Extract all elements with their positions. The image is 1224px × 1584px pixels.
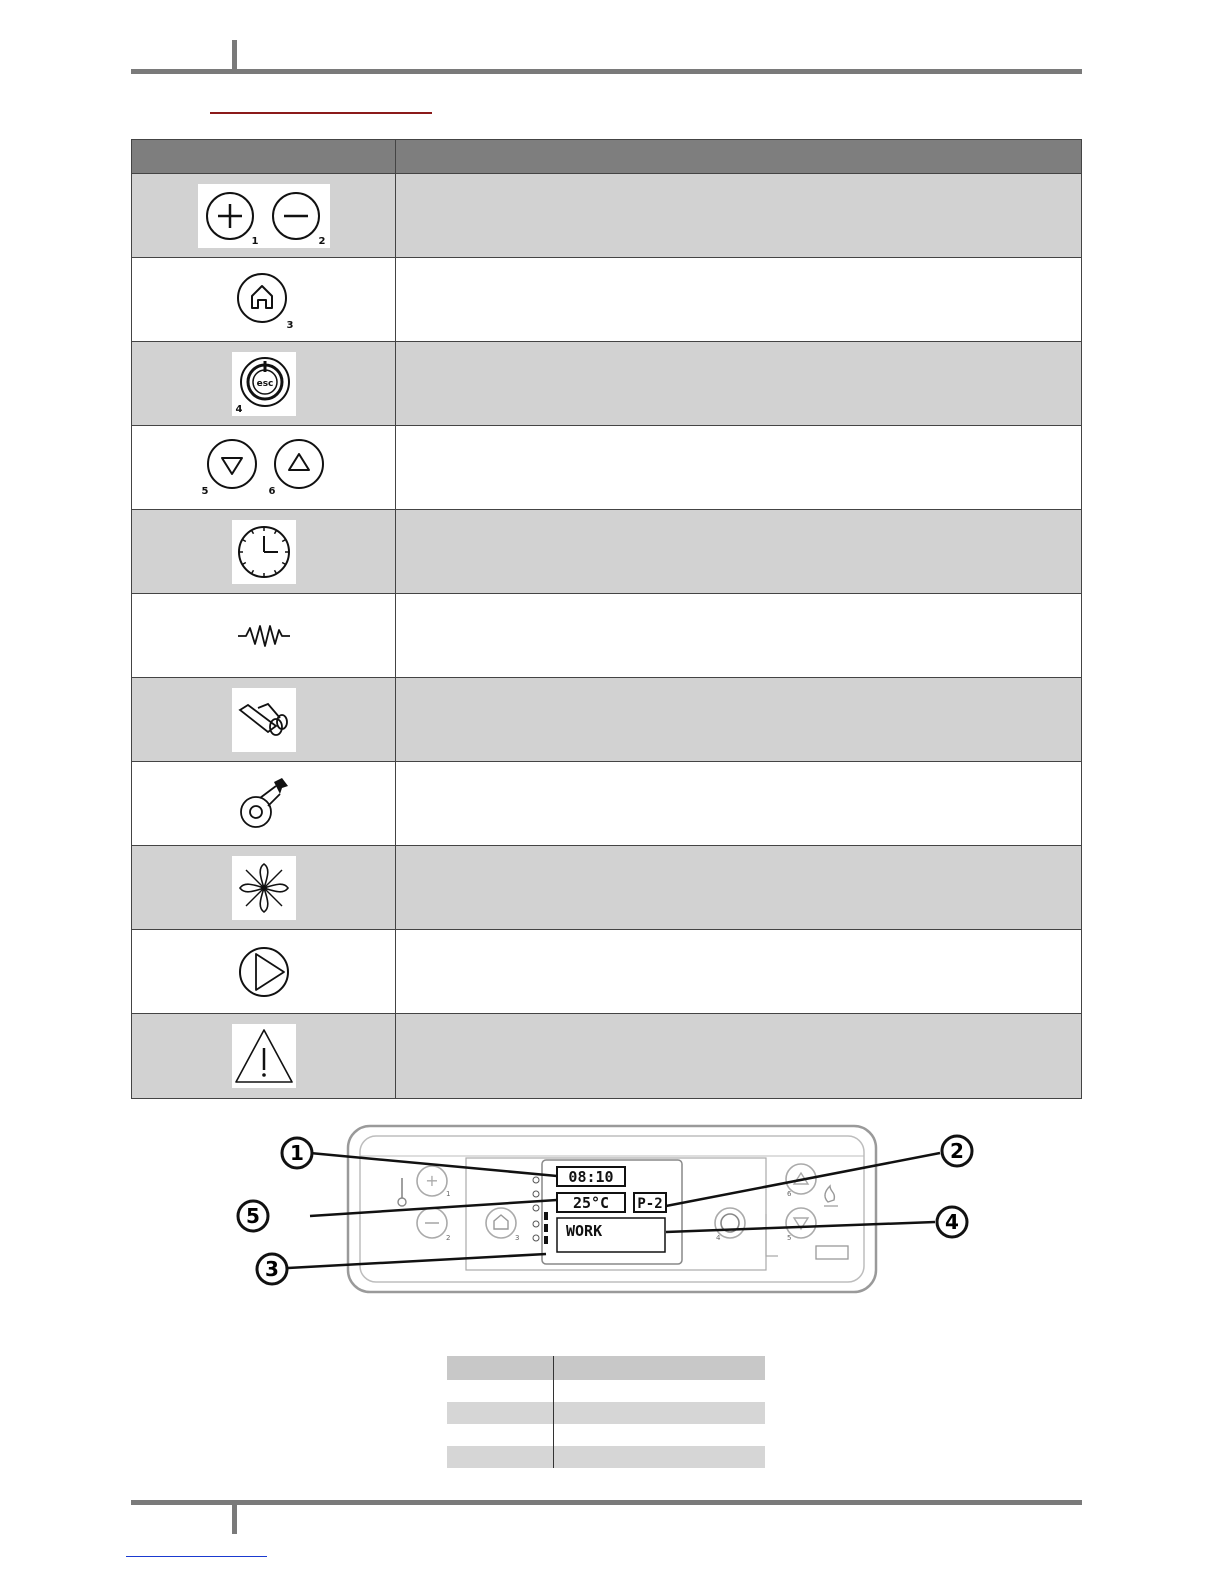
- callout-4: [937, 1207, 967, 1237]
- svg-text:3: 3: [515, 1234, 520, 1242]
- clock-icon: [232, 520, 296, 584]
- footer-link[interactable]: [126, 1556, 267, 1557]
- table-row: [132, 174, 1081, 258]
- mini-table-row: [447, 1446, 765, 1468]
- control-panel-diagram: [230, 1120, 990, 1300]
- up-arrow-icon: [275, 440, 323, 488]
- svg-text:2: 2: [446, 1234, 451, 1242]
- svg-text:1: 1: [290, 1141, 304, 1165]
- pump-icon: [232, 940, 296, 1004]
- table-row: [132, 846, 1081, 930]
- header-tick: [232, 40, 237, 72]
- svg-text:WORK: WORK: [566, 1222, 603, 1240]
- button-number: 4: [235, 403, 243, 415]
- table-row: [132, 426, 1081, 510]
- button-number: 2: [318, 235, 326, 247]
- warning-icon: [232, 1024, 296, 1088]
- exhaust-fan-icon: [232, 772, 296, 836]
- svg-text:5: 5: [787, 1234, 792, 1242]
- footer-tick: [232, 1500, 237, 1534]
- fan-icon: [232, 856, 296, 920]
- table-row: [132, 510, 1081, 594]
- plus-icon: [198, 184, 330, 248]
- mini-table: [447, 1356, 765, 1468]
- section-title-link[interactable]: [210, 112, 432, 114]
- table-row: [132, 594, 1081, 678]
- svg-text:5: 5: [246, 1204, 260, 1228]
- auger-icon: [232, 688, 296, 752]
- svg-text:4: 4: [945, 1210, 959, 1234]
- resistor-icon: [232, 604, 296, 668]
- down-up-arrows-icons: [198, 436, 330, 500]
- table-row: [132, 930, 1081, 1014]
- svg-text:3: 3: [265, 1257, 279, 1281]
- svg-text:P-2: P-2: [637, 1196, 663, 1212]
- table-row: [132, 1014, 1081, 1098]
- mini-table-row: [447, 1402, 765, 1424]
- down-arrow-icon: [208, 440, 256, 488]
- icon-table: [131, 139, 1082, 1099]
- callout-5: [238, 1201, 268, 1231]
- header-rule: [131, 69, 1082, 74]
- svg-text:6: 6: [787, 1190, 792, 1198]
- svg-text:+: +: [425, 1171, 439, 1190]
- button-number: 1: [251, 235, 259, 247]
- mini-table-header: [447, 1356, 765, 1380]
- table-row: [132, 342, 1081, 426]
- power-esc-icon: [232, 352, 296, 416]
- svg-text:25°C: 25°C: [572, 1194, 610, 1212]
- table-row: [132, 678, 1081, 762]
- table-row: [132, 258, 1081, 342]
- button-number: 3: [286, 319, 294, 331]
- svg-text:2: 2: [950, 1139, 964, 1163]
- plus-minus-icons: [198, 184, 330, 248]
- svg-text:08:10: 08:10: [568, 1168, 614, 1186]
- button-number: 6: [268, 485, 276, 497]
- home-icon: [232, 268, 296, 332]
- mini-table-row: [447, 1424, 765, 1446]
- mini-table-row: [447, 1380, 765, 1402]
- callout-3: [257, 1254, 287, 1284]
- home-button-icon: [486, 1208, 516, 1238]
- svg-text:4: 4: [716, 1234, 721, 1242]
- footer-rule: [131, 1500, 1082, 1505]
- callout-1: [282, 1138, 312, 1168]
- table-header: [132, 140, 1081, 174]
- svg-text:1: 1: [446, 1190, 451, 1198]
- svg-text:esc: esc: [256, 378, 273, 389]
- table-row: [132, 762, 1081, 846]
- callout-2: [942, 1136, 972, 1166]
- button-number: 5: [201, 485, 209, 497]
